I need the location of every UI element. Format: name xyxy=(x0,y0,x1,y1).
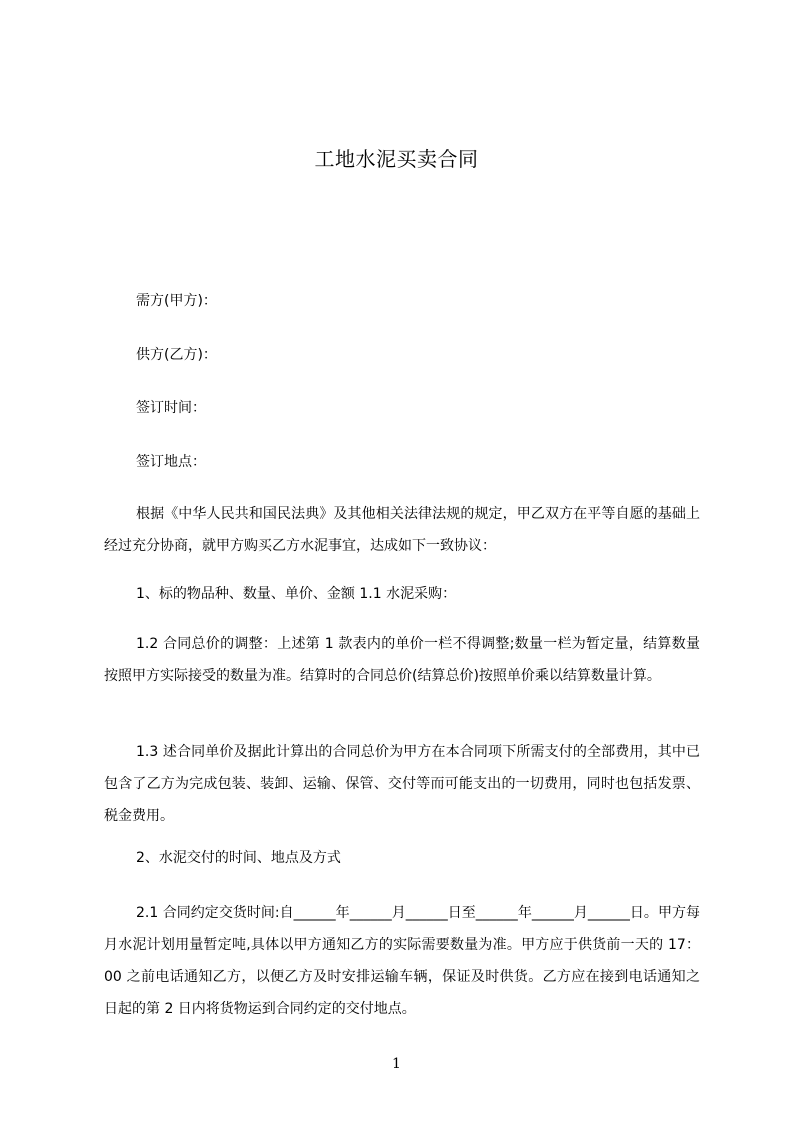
clause-1-3: 1.3 述合同单价及据此计算出的合同总价为甲方在本合同项下所需支付的全部费用，其中已包含了乙方为完成包装、装卸、运输、保管、交付等而可能支出的一切费用，同时也包括发票、税金费用。 xyxy=(104,744,700,824)
seller-field: 供方(乙方)： xyxy=(136,347,217,363)
document-title: 工地水泥买卖合同 xyxy=(314,147,479,171)
section-1-heading: 1、标的物品种、数量、单价、金额 1.1 水泥采购： xyxy=(136,586,457,602)
page-number: 1 xyxy=(392,1056,401,1072)
clause-1-2: 1.2 合同总价的调整：上述第 1 款表内的单价一栏不得调整;数量一栏为暂定量，结算数量按照甲方实际接受的数量为准。结算时的合同总价(结算总价)按照单价乘以结算数量计算。 xyxy=(104,636,700,684)
clause-2-1: 2.1 合同约定交货时间:自______年______月______日至______年______月______日。甲方每月水泥计划用量暂定吨,具体以甲方通知乙方的实际需要数量为准。甲方应于供货前一天的 17：00 之前电话通知乙方，以便乙方及时安排运输车辆，保证及时供货。乙方应在接到电话通知之日起的第 2 日内将货物运到合同约定的交付地点。 xyxy=(104,905,700,1017)
buyer-field: 需方(甲方)： xyxy=(136,293,217,309)
sign-time-field: 签订时间： xyxy=(136,400,206,416)
sign-place-field: 签订地点： xyxy=(136,454,206,470)
section-2-heading: 2、水泥交付的时间、地点及方式 xyxy=(136,850,341,866)
intro-paragraph: 根据《中华人民共和国民法典》及其他相关法律法规的规定，甲乙双方在平等自愿的基础上经过充分协商，就甲方购买乙方水泥事宜，达成如下一致协议： xyxy=(104,506,700,554)
